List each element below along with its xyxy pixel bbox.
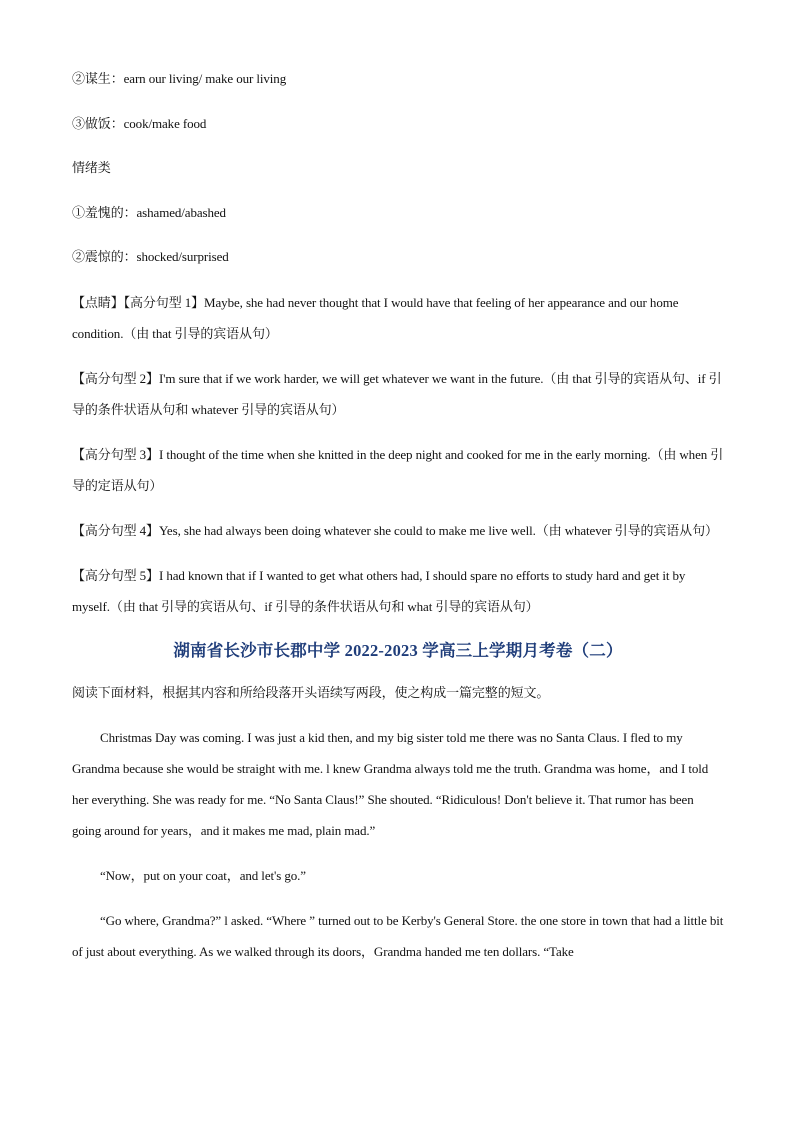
sentence-pattern-5: 【高分句型 5】I had known that if I wanted to get what others had, I should spare no efforts to study hard and get it by myself.（由 that 引导的宾语从句、if 引导的条件状语从句和 what 引导的宾语从句）: [72, 567, 686, 614]
story-paragraph-2: “Now，put on your coat，and let's go.”: [100, 868, 306, 883]
exam-instruction: 阅读下面材料，根据其内容和所给段落开头语续写两段，使之构成一篇完整的短文。: [72, 684, 550, 700]
sentence-pattern-4: 【高分句型 4】Yes, she had always been doing whatever she could to make me live well.（由 whatever 引导的宾语从句）: [72, 522, 718, 538]
story-paragraph-3: “Go where, Grandma?” l asked. “Where ” turned out to be Kerby's General Store. the one store in town that had a little bit of just about everything. As we walked through its doors，Grandma handed me ten dollars. “Take: [72, 913, 724, 959]
sentence-pattern-2: 【高分句型 2】I'm sure that if we work harder, we will get whatever we want in the future.（由 that 引导的宾语从句、if 引导的条件状语从句和 whatever 引导的宾语从句）: [72, 370, 722, 417]
note-living: ②谋生：earn our living/ make our living: [72, 71, 287, 86]
note-shocked: ②震惊的：shocked/surprised: [72, 249, 229, 264]
note-ashamed: ①羞愧的：ashamed/abashed: [72, 204, 226, 220]
story-paragraph-1: Christmas Day was coming. I was just a kid then, and my big sister told me there was no Santa Claus. I fled to my Grandma because she would be straight with me. l knew Grandma always told me the truth. Grandma was home，and I told her everything. She was ready for me. “No Santa Claus!” She shouted. “Ridiculous! Don't believe it. That rumor has been going around for years，and it makes me mad, plain mad.”: [72, 730, 709, 838]
document-page: [72, 64, 724, 981]
emotion-heading: 情绪类: [72, 160, 111, 175]
note-cook: ③做饭：cook/make food: [72, 115, 207, 131]
sentence-pattern-3: 【高分句型 3】I thought of the time when she knitted in the deep night and cooked for me in the early morning.（由 when 引导的定语从句）: [72, 446, 724, 493]
sentence-pattern-1: 【点睛】【高分句型 1】Maybe, she had never thought that I would have that feeling of her appearance and our home condition.（由 that 引导的宾语从句）: [72, 294, 679, 341]
exam-title: 湖南省长沙市长郡中学 2022-2023 学高三上学期月考卷（二）: [173, 640, 623, 660]
